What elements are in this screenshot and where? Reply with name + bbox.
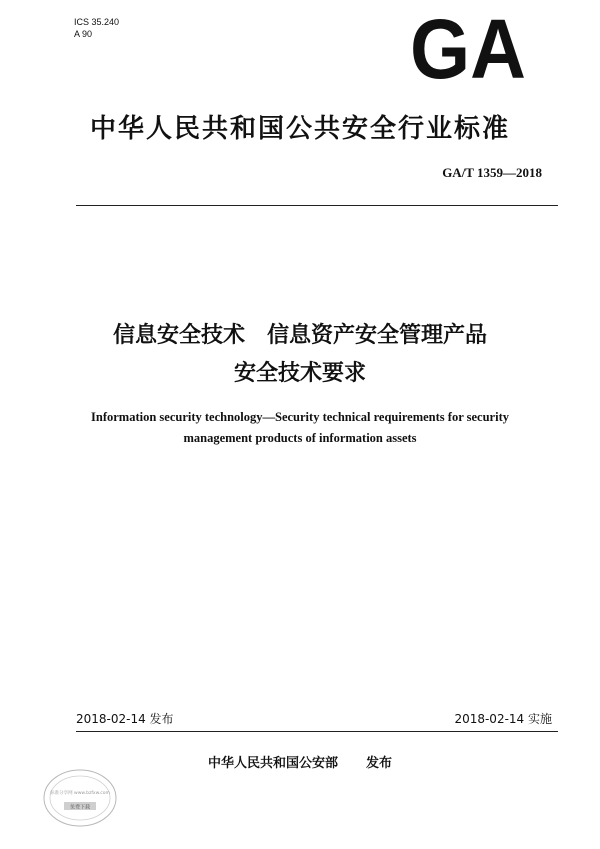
standard-number: GA/T 1359—2018 [442, 165, 542, 180]
ga-logo-text: GA [410, 12, 526, 84]
issue-date: 2018-02-14 发布 [76, 712, 174, 726]
title-en-line1: Information security technology—Security technical requirements for security [91, 410, 509, 424]
ics-code: ICS 35.240 [74, 17, 120, 27]
title-cn-line2: 安全技术要求 [233, 361, 366, 386]
publisher-name: 中华人民共和国公安部 [207, 756, 338, 771]
title-en [60, 407, 540, 449]
title-en-line2: management products of information assets [183, 431, 417, 445]
stamp-text-1: 标准分享网 www.bzfxw.com [50, 791, 110, 796]
ga-logo [408, 12, 528, 84]
stamp-text-2: 免费下载 [69, 804, 91, 811]
ccs-code: A 90 [74, 29, 93, 39]
title-cn-line1: 信息安全技术 信息资产安全管理产品 [112, 323, 487, 348]
classification-codes [74, 16, 119, 40]
bottom-divider [76, 731, 558, 732]
watermark-stamp [38, 758, 128, 833]
top-divider [76, 205, 558, 206]
standard-org-title: 中华人民共和国公共安全行业标准 [89, 114, 510, 144]
implementation-date: 2018-02-14 实施 [454, 712, 552, 726]
publisher-action: 发布 [366, 756, 393, 771]
